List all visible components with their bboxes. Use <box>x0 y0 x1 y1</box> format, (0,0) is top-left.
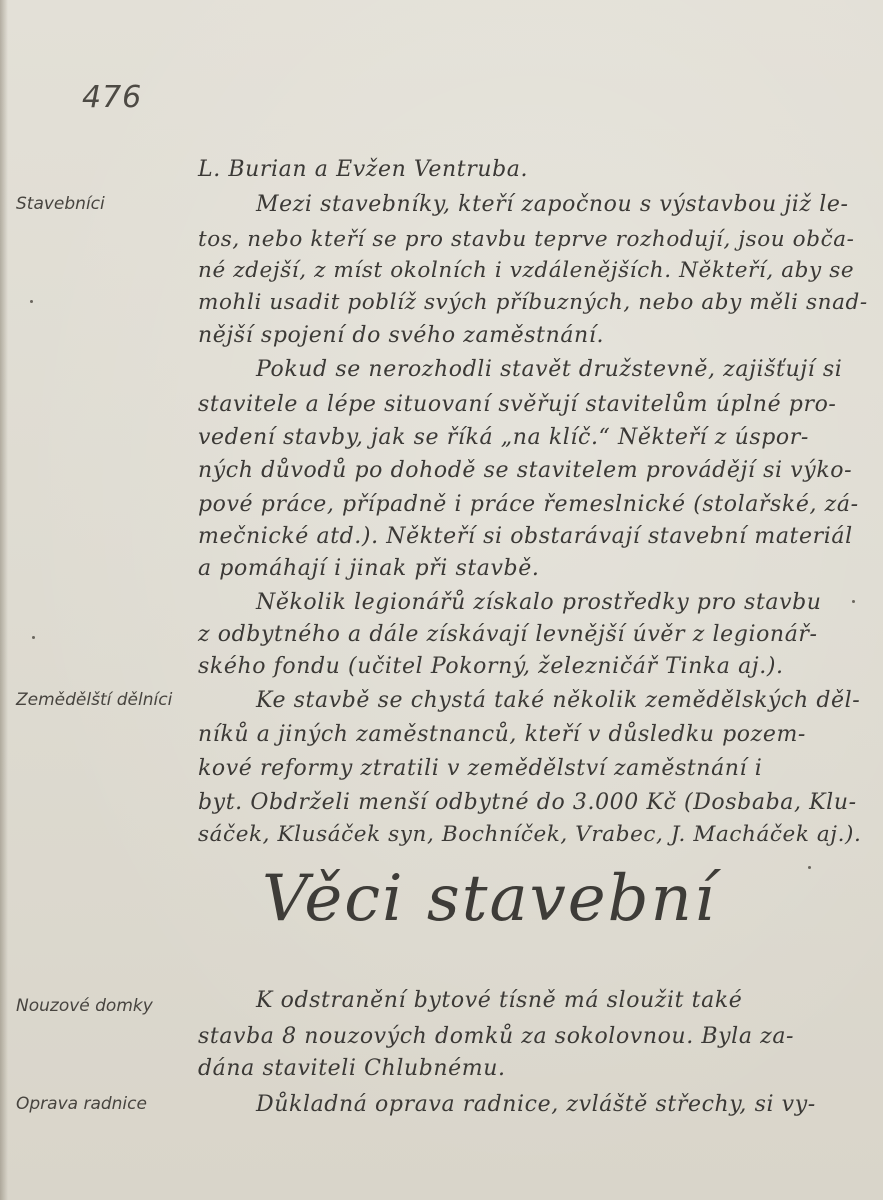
text-line: Důkladná oprava radnice, zvláště střechy, si vy- <box>256 1092 816 1117</box>
text-line: Ke stavbě se chystá také několik zemědělských děl- <box>256 688 861 713</box>
ink-speck <box>32 636 35 639</box>
text-line: nější spojení do svého zaměstnání. <box>198 323 605 348</box>
text-line: ského fondu (učitel Pokorný, železničář Tinka aj.). <box>198 654 784 679</box>
ink-speck <box>808 866 811 869</box>
text-line: pové práce, případně i práce řemeslnické (stolařské, zá- <box>198 492 859 517</box>
text-line: L. Burian a Evžen Ventruba. <box>198 157 529 182</box>
text-line: stavitele a lépe situovaní svěřují stavitelům úplné pro- <box>198 392 837 417</box>
text-line: kové reformy ztratili v zemědělství zaměstnání i <box>198 756 763 781</box>
ink-speck <box>30 300 33 303</box>
text-line: mohli usadit poblíž svých příbuzných, nebo aby měli snad- <box>198 290 868 315</box>
binding-shadow <box>0 0 8 1200</box>
text-line: né zdejší, z míst okolních i vzdálenějších. Někteří, aby se <box>198 258 855 283</box>
page-number: 476 <box>82 80 143 115</box>
section-heading: Věci stavební <box>262 862 717 936</box>
text-line: mečnické atd.). Někteří si obstarávají stavební materiál <box>198 524 853 549</box>
text-line: stavba 8 nouzových domků za sokolovnou. Byla za- <box>198 1024 795 1049</box>
text-line: K odstranění bytové tísně má sloužit také <box>256 988 743 1013</box>
text-line: a pomáhají i jinak při stavbě. <box>198 556 540 581</box>
margin-note-oprava-radnice: Oprava radnice <box>16 1094 147 1114</box>
text-line: z odbytného a dále získávají levnější úvěr z legionář- <box>198 622 818 647</box>
text-line: níků a jiných zaměstnanců, kteří v důsledku pozem- <box>198 722 806 747</box>
text-line: ných důvodů po dohodě se stavitelem provádějí si výko- <box>198 458 853 483</box>
text-line: vedení stavby, jak se říká „na klíč.“ Někteří z úspor- <box>198 425 809 450</box>
margin-note-nouzove-domky: Nouzové domky <box>16 996 153 1016</box>
text-line: byt. Obdrželi menší odbytné do 3.000 Kč (Dosbaba, Klu- <box>198 790 857 815</box>
text-line: tos, nebo kteří se pro stavbu teprve rozhodují, jsou obča- <box>198 227 855 252</box>
text-line: Pokud se nerozhodli stavět družstevně, zajišťují si <box>256 357 843 382</box>
ink-speck <box>852 600 855 603</box>
text-line: sáček, Klusáček syn, Bochníček, Vrabec, J. Macháček aj.). <box>198 822 862 847</box>
text-line: Mezi stavebníky, kteří započnou s výstavbou již le- <box>256 192 849 217</box>
text-line: dána staviteli Chlubnému. <box>198 1056 506 1081</box>
text-line: Několik legionářů získalo prostředky pro stavbu <box>256 590 822 615</box>
margin-note-zemedelsti-delnici: Zemědělští dělníci <box>16 690 173 710</box>
margin-note-stavebnici: Stavebníci <box>16 194 105 214</box>
